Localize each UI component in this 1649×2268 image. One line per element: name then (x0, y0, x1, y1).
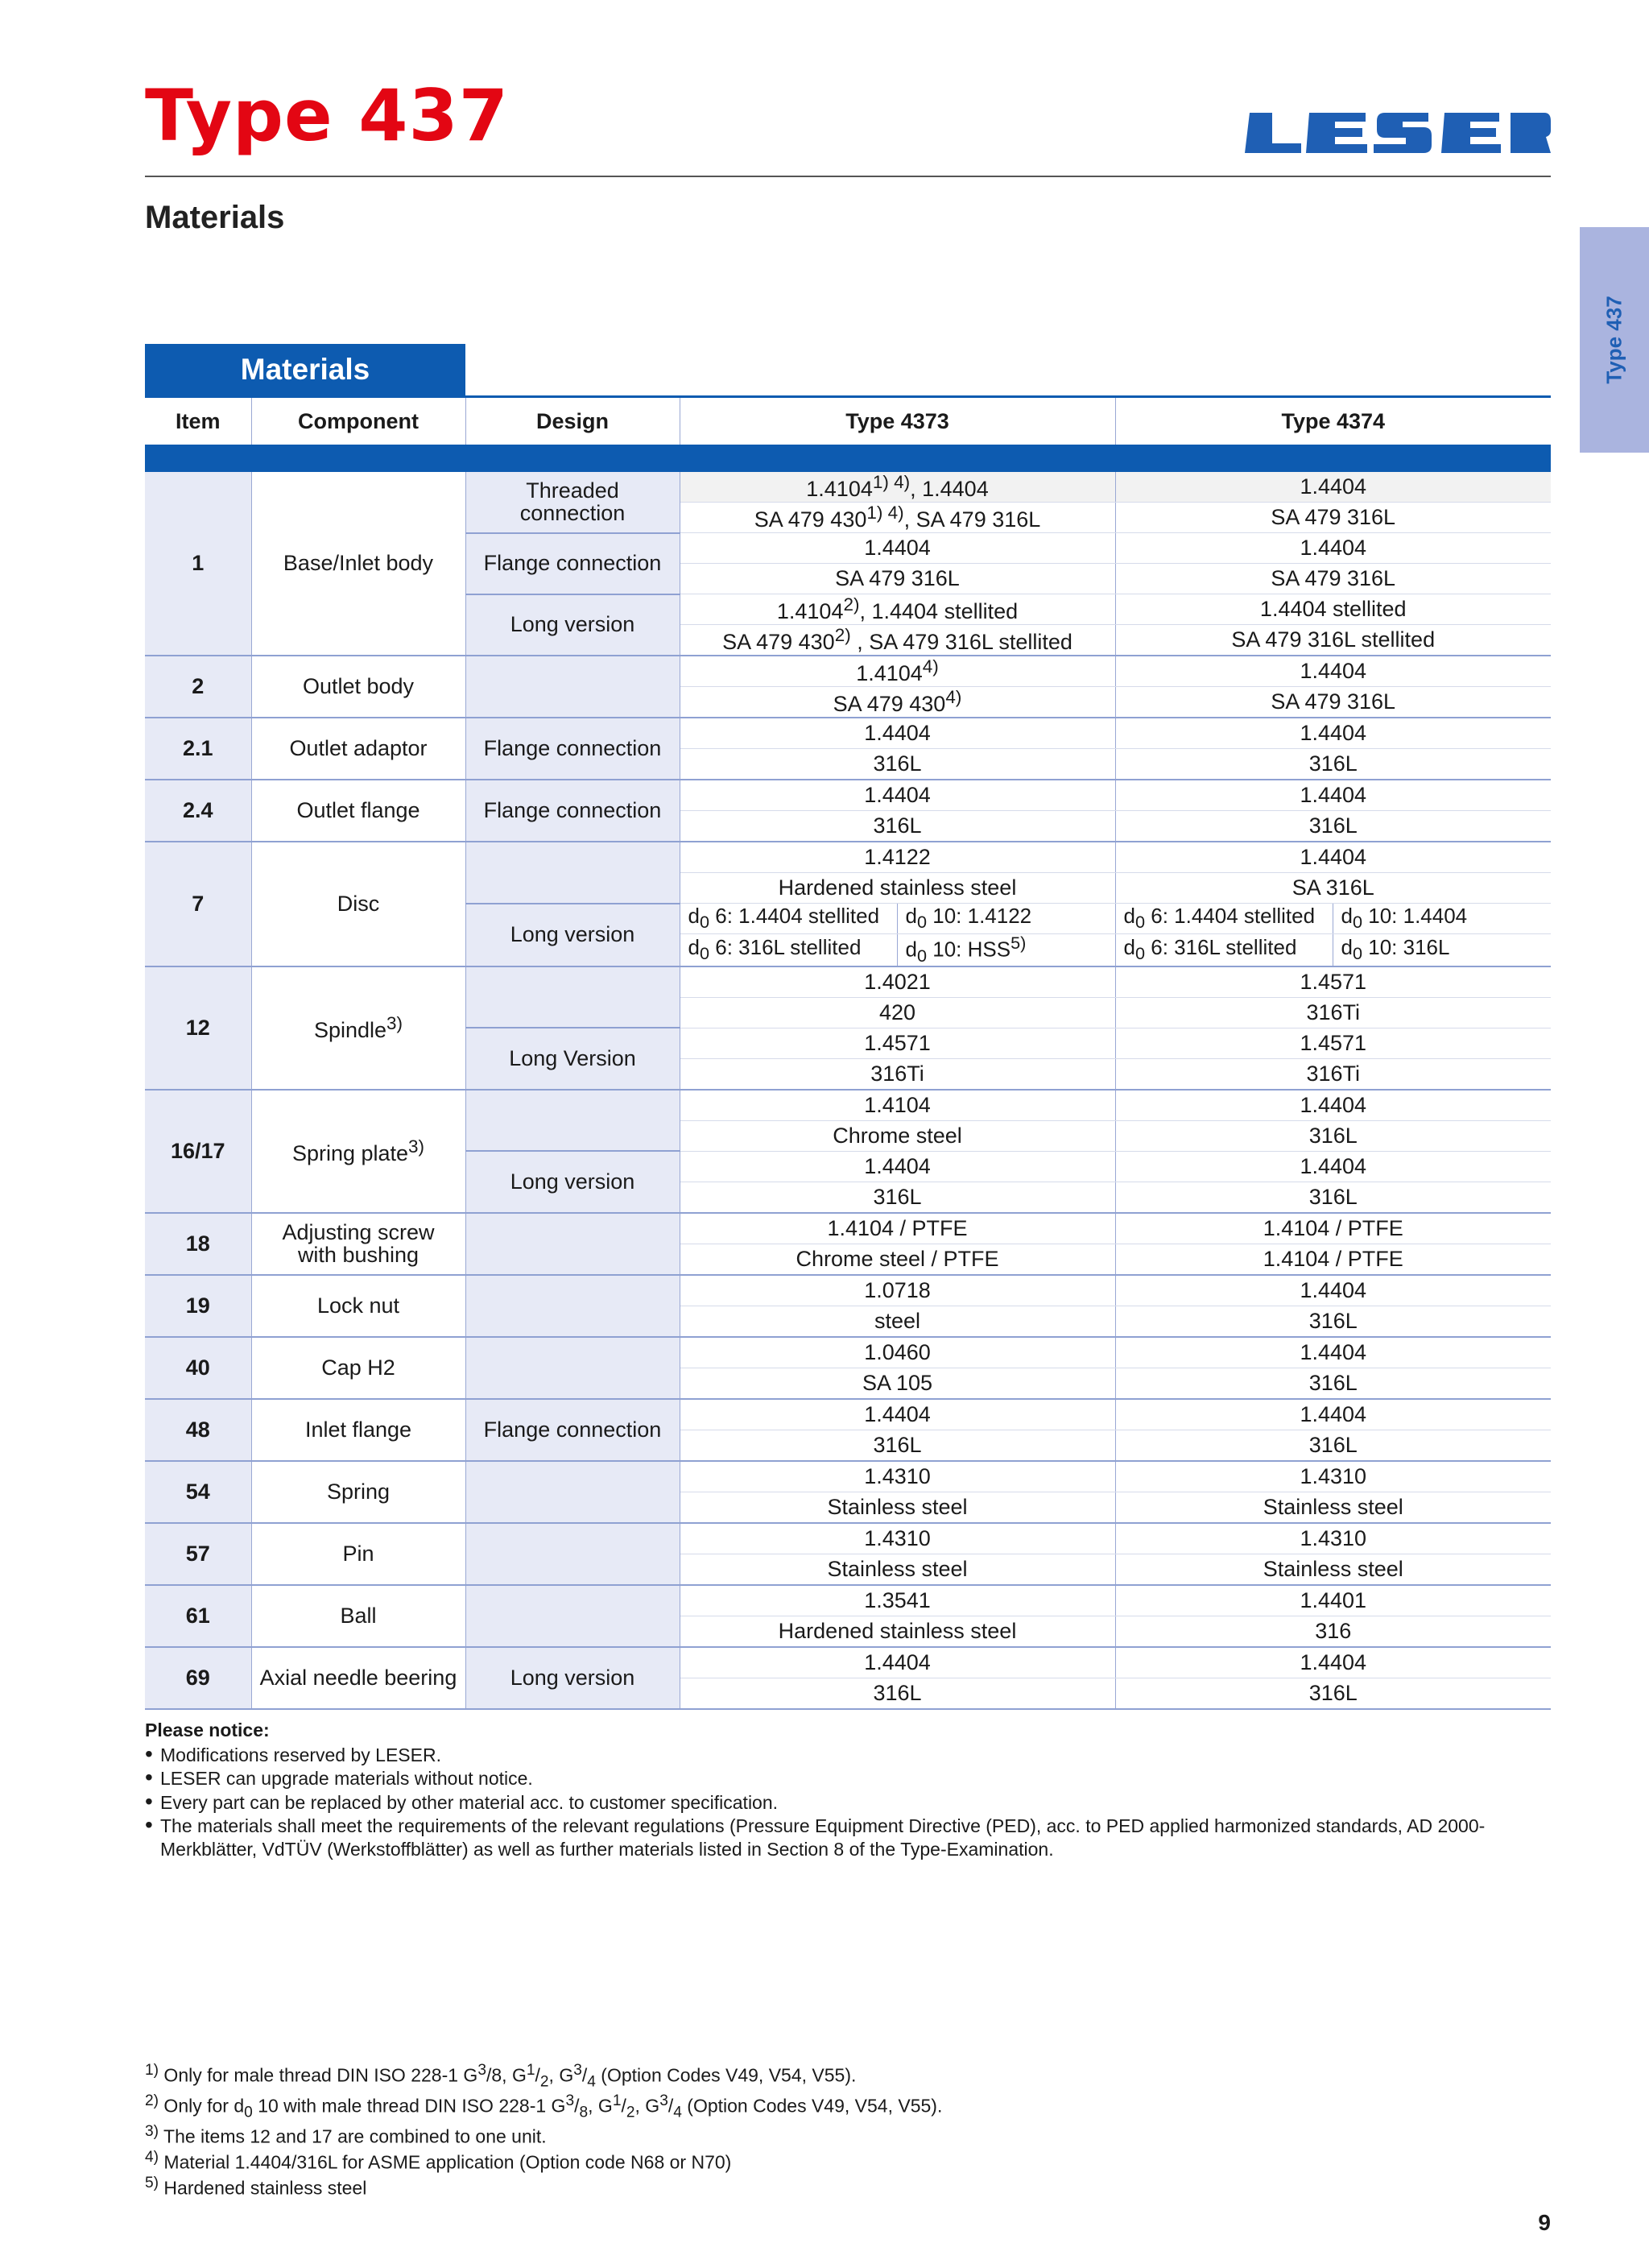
material-value: Hardened stainless steel (680, 873, 1115, 904)
component-name: Outlet flange (251, 780, 465, 842)
component-name: Cap H2 (251, 1337, 465, 1399)
component-name: Outlet body (251, 656, 465, 718)
material-value: Stainless steel (1115, 1554, 1551, 1585)
material-value: 1.4404 (1115, 1399, 1551, 1430)
item-number: 1 (145, 472, 251, 656)
material-value: 1.4401 (1115, 1585, 1551, 1616)
material-value: 1.0460 (680, 1337, 1115, 1368)
table-row (145, 1523, 1551, 1554)
material-value: 316L (1115, 811, 1551, 842)
material-value: 1.4310 (1115, 1523, 1551, 1554)
material-value: Chrome steel / PTFE (680, 1244, 1115, 1275)
item-number: 69 (145, 1647, 251, 1709)
material-value: 1.4404 (1115, 533, 1551, 564)
table-band (145, 445, 1551, 472)
table-row (145, 1647, 1551, 1678)
material-value: $d_0$ 10: HSS$^{5)}$ (897, 934, 1115, 966)
design-variant (465, 1275, 680, 1337)
material-value: $d_0$ 10: 1.4122 (897, 904, 1115, 934)
material-value: 1.0718 (680, 1275, 1115, 1306)
material-value: 1.4404 (1115, 842, 1551, 873)
material-value: 1.4404 (1115, 1275, 1551, 1306)
material-value: 316 (1115, 1616, 1551, 1647)
table-row (145, 1213, 1551, 1244)
component-name: Pin (251, 1523, 465, 1585)
notice-list (145, 1744, 1551, 1861)
header-divider (145, 176, 1551, 177)
material-value: 1.4122 (680, 842, 1115, 873)
material-value: 1.4404 (1115, 1090, 1551, 1121)
notice-block (145, 1719, 1551, 1861)
component-name: Outlet adaptor (251, 718, 465, 780)
component-name: Axial needle beering (251, 1647, 465, 1709)
material-value: $d_0$ 10: 1.4404 (1333, 904, 1551, 934)
design-variant: Threaded connection (465, 472, 680, 533)
column-header: Type 4374 (1115, 397, 1551, 445)
item-number: 57 (145, 1523, 251, 1585)
table-row (145, 842, 1551, 873)
item-number: 54 (145, 1461, 251, 1523)
design-variant (465, 842, 680, 904)
page-title: Type 437 (145, 74, 509, 157)
component-name: Ball (251, 1585, 465, 1647)
item-number: 7 (145, 842, 251, 966)
material-value: 1.4404 (1115, 1647, 1551, 1678)
material-value: 316L (1115, 1678, 1551, 1709)
material-value: 1.4571 (1115, 1028, 1551, 1058)
component-name: Lock nut (251, 1275, 465, 1337)
design-variant: Long version (465, 1151, 680, 1213)
material-value: 316L (680, 811, 1115, 842)
item-number: 48 (145, 1399, 251, 1461)
item-number: 18 (145, 1213, 251, 1275)
component-name: Inlet flange (251, 1399, 465, 1461)
material-value: Stainless steel (680, 1554, 1115, 1585)
material-value: Stainless steel (1115, 1492, 1551, 1523)
material-value: 1.4404 (1115, 1337, 1551, 1368)
design-variant (465, 656, 680, 718)
table-row (145, 472, 1551, 503)
material-value: Chrome steel (680, 1120, 1115, 1151)
material-value: 1.4104 / PTFE (1115, 1213, 1551, 1244)
table-row (145, 1461, 1551, 1492)
design-variant (465, 966, 680, 1028)
item-number: 19 (145, 1275, 251, 1337)
design-variant: Flange connection (465, 533, 680, 594)
material-value: SA 479 316L stellited (1115, 625, 1551, 656)
design-variant: Flange connection (465, 1399, 680, 1461)
table-row (145, 966, 1551, 998)
component-name: Spindle$^{3)}$ (251, 966, 465, 1090)
material-value: 1.4404 (680, 1647, 1115, 1678)
design-variant (465, 1090, 680, 1152)
side-tab (1580, 227, 1649, 453)
material-value: $d_0$ 6: 1.4404 stellited (1115, 904, 1333, 934)
material-value: 316L (680, 749, 1115, 780)
materials-table-header: Materials (145, 344, 465, 395)
component-name: Adjusting screw with bushing (251, 1213, 465, 1275)
material-value: $1.4104^{1) 4)}$, 1.4404 (680, 472, 1115, 503)
material-value: SA 479 430$^{4)}$ (680, 687, 1115, 718)
design-variant (465, 1213, 680, 1275)
material-value: 1.4310 (680, 1523, 1115, 1554)
material-value: SA 316L (1115, 873, 1551, 904)
footnote: $^{4)}$ Material 1.4404/316L for ASME application (Option code N68 or N70) (145, 2149, 732, 2173)
notice-item: • Modifications reserved by LESER. (145, 1744, 1551, 1767)
component-name: Disc (251, 842, 465, 966)
table-header-row (145, 397, 1551, 445)
material-value: SA 479 430$^{2)}$ , SA 479 316L stellited (680, 625, 1115, 656)
footnote: $^{2)}$ Only for $d_0$ 10 with male thread DIN ISO 228-1 $G^3/_8$, $G^1/_2$, $G^3/_4$ (Option Codes V49, V54, V55). (145, 2092, 943, 2121)
material-value: 316L (1115, 1430, 1551, 1461)
design-variant: Long version (465, 904, 680, 966)
material-value: 1.4404 (680, 533, 1115, 564)
table-row (145, 1090, 1551, 1121)
section-heading: Materials (145, 200, 285, 235)
footnotes (145, 2061, 1551, 2200)
material-value: SA 479 316L (1115, 564, 1551, 594)
design-variant: Long version (465, 1647, 680, 1709)
item-number: 16/17 (145, 1090, 251, 1213)
side-tab-label: Type 437 (1601, 296, 1626, 384)
notice-item: • The materials shall meet the requirements of the relevant regulations (Pressure Equipment Directive (PED), acc. to PED applied harmonized standards, AD 2000-Merkblätter, VdTÜV (Werkstoffblätter) as well as further materials listed in Section 8 of the Type-Examination. (145, 1815, 1551, 1861)
material-value: SA 479 316L (1115, 503, 1551, 533)
table-row (145, 1585, 1551, 1616)
material-value: steel (680, 1306, 1115, 1337)
component-name: Spring plate$^{3)}$ (251, 1090, 465, 1213)
leser-logo (1245, 110, 1551, 156)
page-number: 9 (1538, 2210, 1551, 2235)
material-value: 420 (680, 997, 1115, 1028)
material-value: 1.4404 (1115, 656, 1551, 687)
material-value: Hardened stainless steel (680, 1616, 1115, 1647)
item-number: 2 (145, 656, 251, 718)
footnote: $^{5)}$ Hardened stainless steel (145, 2175, 367, 2200)
notice-heading: Please notice: (145, 1720, 270, 1740)
material-value: 316L (680, 1182, 1115, 1213)
material-value: SA 479 316L (680, 564, 1115, 594)
materials-table (145, 395, 1551, 1710)
table-row (145, 718, 1551, 749)
table-row (145, 656, 1551, 687)
material-value: 1.4404 stellited (1115, 594, 1551, 625)
column-header: Item (145, 397, 251, 445)
material-value: 1.4104 (680, 1090, 1115, 1121)
table-row (145, 780, 1551, 811)
material-value: 316L (1115, 749, 1551, 780)
notice-item: • Every part can be replaced by other material acc. to customer specification. (145, 1791, 1551, 1815)
material-value: $d_0$ 6: 316L stellited (680, 934, 897, 966)
material-value: 316L (680, 1678, 1115, 1709)
footnote: $^{1)}$ Only for male thread DIN ISO 228-1 $G^3/8$, $G^1/_2$, $G^3/_4$ (Option Codes V49, V54, V55). (145, 2062, 857, 2091)
component-name: Base/Inlet body (251, 472, 465, 656)
design-variant: Flange connection (465, 780, 680, 842)
material-value: 316L (1115, 1120, 1551, 1151)
item-number: 61 (145, 1585, 251, 1647)
item-number: 40 (145, 1337, 251, 1399)
notice-item: • LESER can upgrade materials without notice. (145, 1767, 1551, 1790)
design-variant (465, 1461, 680, 1523)
material-value: 1.4404 (1115, 472, 1551, 503)
material-value: $d_0$ 6: 1.4404 stellited (680, 904, 897, 934)
design-variant: Flange connection (465, 718, 680, 780)
material-value: 1.4404 (1115, 1151, 1551, 1182)
material-value: 316L (1115, 1182, 1551, 1213)
design-variant: Long version (465, 594, 680, 656)
column-header: Type 4373 (680, 397, 1115, 445)
footnote: $^{3)}$ The items 12 and 17 are combined to one unit. (145, 2123, 547, 2147)
component-name: Spring (251, 1461, 465, 1523)
design-variant (465, 1585, 680, 1647)
material-value: SA 105 (680, 1368, 1115, 1399)
item-number: 2.1 (145, 718, 251, 780)
material-value: SA 479 $430^{1) 4)}$, SA 479 316L (680, 503, 1115, 533)
material-value: 1.4404 (1115, 718, 1551, 749)
material-value: 316Ti (1115, 997, 1551, 1028)
material-value: 316L (680, 1430, 1115, 1461)
column-header: Component (251, 397, 465, 445)
material-value: 1.4571 (1115, 966, 1551, 998)
material-value: 316L (1115, 1306, 1551, 1337)
material-value: 1.4104 / PTFE (1115, 1244, 1551, 1275)
material-value: 1.4404 (1115, 780, 1551, 811)
material-value: 316Ti (680, 1058, 1115, 1090)
material-value: Stainless steel (680, 1492, 1115, 1523)
material-value: 316Ti (1115, 1058, 1551, 1090)
material-value: 1.4404 (680, 1399, 1115, 1430)
table-row (145, 1337, 1551, 1368)
material-value: 1.4404 (680, 718, 1115, 749)
material-value: 316L (1115, 1368, 1551, 1399)
design-variant (465, 1337, 680, 1399)
material-value: $d_0$ 6: 316L stellited (1115, 934, 1333, 966)
material-value: 1.4310 (1115, 1461, 1551, 1492)
material-value: 1.4104 / PTFE (680, 1213, 1115, 1244)
column-header: Design (465, 397, 680, 445)
item-number: 2.4 (145, 780, 251, 842)
design-variant: Long Version (465, 1028, 680, 1090)
material-value: SA 479 316L (1115, 687, 1551, 718)
material-value: 1.4404 (680, 1151, 1115, 1182)
material-value: 1.4104$^{4)}$ (680, 656, 1115, 687)
material-value: 1.4310 (680, 1461, 1115, 1492)
design-variant (465, 1523, 680, 1585)
material-value: 1.3541 (680, 1585, 1115, 1616)
material-value: 1.4404 (680, 780, 1115, 811)
material-value: 1.4571 (680, 1028, 1115, 1058)
material-value: 1.4104$^{2)}$, 1.4404 stellited (680, 594, 1115, 625)
material-value: $d_0$ 10: 316L (1333, 934, 1551, 966)
table-row (145, 1275, 1551, 1306)
table-row (145, 1399, 1551, 1430)
item-number: 12 (145, 966, 251, 1090)
material-value: 1.4021 (680, 966, 1115, 998)
